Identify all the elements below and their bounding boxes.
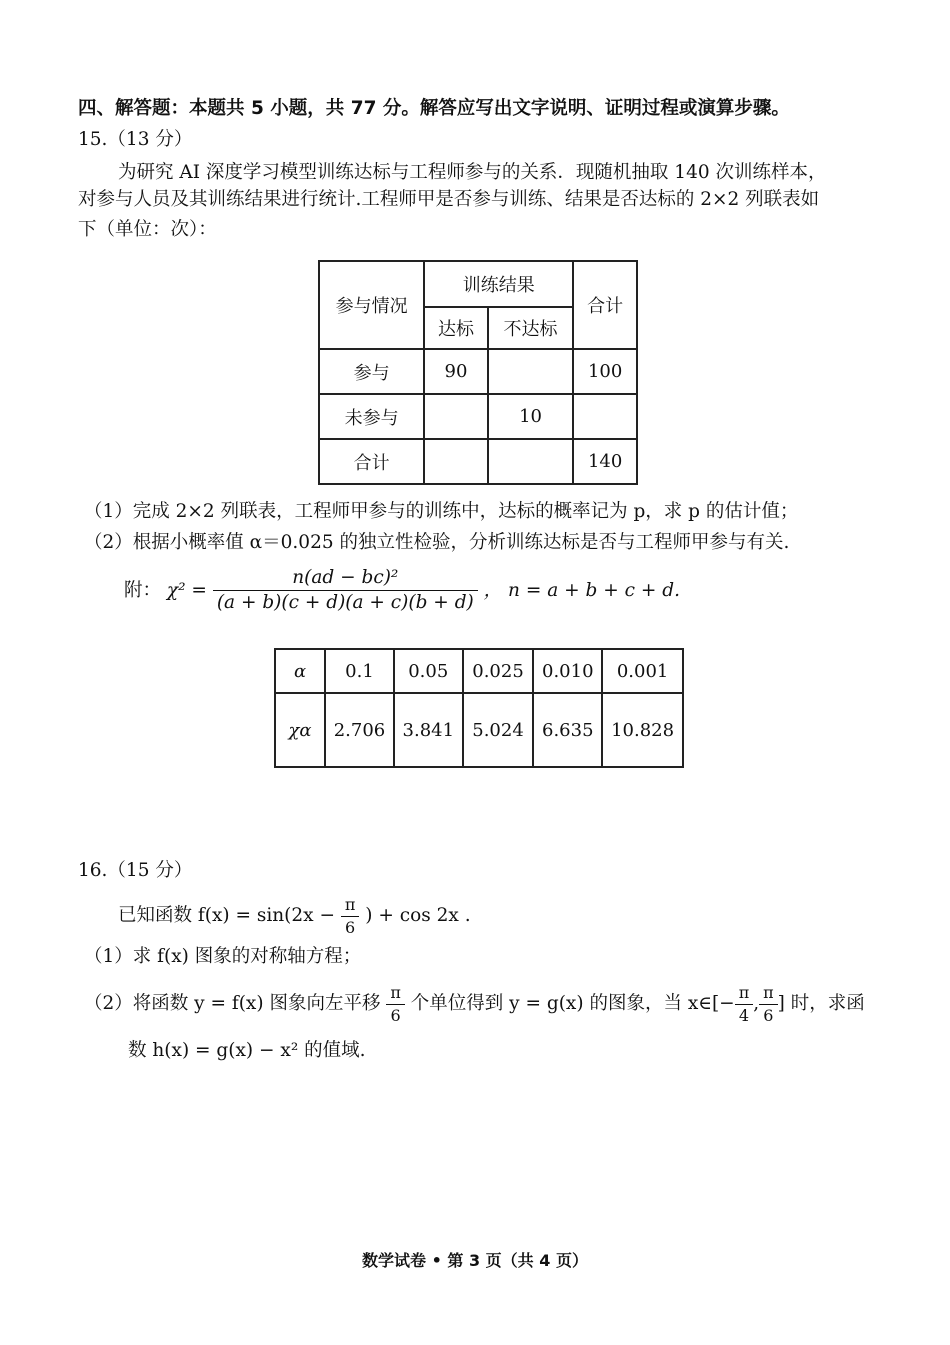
alpha-label: α bbox=[275, 649, 325, 693]
table-row bbox=[319, 439, 637, 484]
formula-lhs: χ² = bbox=[166, 579, 207, 601]
formula-suffix: ， n = a + b + c + d. bbox=[483, 579, 680, 601]
alpha-value: 0.025 bbox=[463, 649, 534, 693]
q15-intro-line3: 下（单位：次）： bbox=[78, 219, 217, 240]
table-row bbox=[275, 649, 683, 693]
alpha-value: 0.001 bbox=[602, 649, 683, 693]
q15-number: 15.（13 分） bbox=[78, 129, 193, 150]
q15-intro-line2: 对参与人员及其训练结果进行统计.工程师甲是否参与训练、结果是否达标的 2×2 列联表如 bbox=[78, 189, 820, 210]
q16-part2-text-b: 个单位得到 y = g(x) 的图象，当 x∈[− bbox=[410, 993, 735, 1015]
header-fail: 不达标 bbox=[488, 307, 573, 349]
cell-fail bbox=[488, 439, 573, 484]
section-header: 四、解答题：本题共 5 小题，共 77 分。解答应写出文字说明、证明过程或演算步骤。 bbox=[78, 98, 790, 119]
chi-value: 10.828 bbox=[602, 693, 683, 767]
q16-part2-fraction bbox=[735, 984, 754, 1024]
q16-part2-fraction bbox=[759, 984, 778, 1024]
alpha-value: 0.05 bbox=[394, 649, 463, 693]
formula-fraction bbox=[213, 568, 478, 614]
header-participation: 参与情况 bbox=[319, 261, 424, 349]
q16-part2-line2: 数 h(x) = g(x) − x² 的值域. bbox=[128, 1040, 366, 1061]
q16-part2-text-d: ] 时，求函 bbox=[777, 993, 865, 1015]
critical-value-table bbox=[274, 648, 684, 768]
fraction-denominator: 6 bbox=[345, 917, 356, 937]
fraction-numerator: π bbox=[759, 984, 778, 1005]
q16-given bbox=[118, 896, 471, 936]
fraction-numerator: π bbox=[341, 896, 360, 917]
fraction-denominator: 6 bbox=[390, 1005, 401, 1025]
cell-total bbox=[573, 394, 637, 439]
q15-intro-line1: 为研究 AI 深度学习模型训练达标与工程师参与的关系．现随机抽取 140 次训练样本， bbox=[118, 162, 827, 183]
q16-given-prefix: 已知函数 f(x) = sin(2x − bbox=[118, 905, 335, 927]
q16-part1: （1）求 f(x) 图象的对称轴方程； bbox=[84, 946, 362, 967]
formula-numerator: n(ad − bc)² bbox=[213, 568, 478, 591]
page-footer: 数学试卷 • 第 3 页（共 4 页） bbox=[362, 1251, 588, 1270]
table-row bbox=[275, 693, 683, 767]
formula-prefix: 附： bbox=[124, 579, 162, 601]
cell-pass bbox=[424, 439, 488, 484]
header-pass: 达标 bbox=[424, 307, 488, 349]
cell-pass: 90 bbox=[424, 349, 488, 394]
formula-denominator: (a + b)(c + d)(a + c)(b + d) bbox=[216, 592, 474, 614]
chi-value: 2.706 bbox=[325, 693, 394, 767]
q16-given-fraction bbox=[341, 896, 360, 936]
q15-part2: （2）根据小概率值 α＝0.025 的独立性检验，分析训练达标是否与工程师甲参与有关. bbox=[84, 532, 790, 553]
chi-label: χα bbox=[275, 693, 325, 767]
q16-given-suffix: ) + cos 2x . bbox=[365, 905, 471, 927]
contingency-table bbox=[318, 260, 638, 485]
chi-square-formula bbox=[124, 568, 680, 614]
chi-value: 5.024 bbox=[463, 693, 534, 767]
q16-part2 bbox=[84, 984, 865, 1024]
table-row bbox=[319, 349, 637, 394]
fraction-denominator: 6 bbox=[763, 1005, 774, 1025]
q15-part1: （1）完成 2×2 列联表，工程师甲参与的训练中，达标的概率记为 p，求 p 的估计值； bbox=[84, 501, 799, 522]
fraction-denominator: 4 bbox=[738, 1005, 750, 1025]
fraction-numerator: π bbox=[386, 984, 405, 1005]
q16-part2-text-c: , bbox=[753, 993, 760, 1015]
q16-part2-fraction bbox=[386, 984, 405, 1024]
cell-fail: 10 bbox=[488, 394, 573, 439]
cell-total: 100 bbox=[573, 349, 637, 394]
cell-fail bbox=[488, 349, 573, 394]
row-label: 合计 bbox=[319, 439, 424, 484]
alpha-value: 0.010 bbox=[533, 649, 602, 693]
fraction-numerator: π bbox=[735, 984, 754, 1005]
q16-part2-text-a: （2）将函数 y = f(x) 图象向左平移 bbox=[84, 993, 381, 1015]
header-total: 合计 bbox=[573, 261, 637, 349]
row-label: 未参与 bbox=[319, 394, 424, 439]
chi-value: 6.635 bbox=[533, 693, 602, 767]
cell-pass bbox=[424, 394, 488, 439]
q16-number: 16.（15 分） bbox=[78, 860, 193, 881]
chi-value: 3.841 bbox=[394, 693, 463, 767]
row-label: 参与 bbox=[319, 349, 424, 394]
alpha-value: 0.1 bbox=[325, 649, 394, 693]
table-row bbox=[319, 394, 637, 439]
header-training-result: 训练结果 bbox=[424, 261, 573, 307]
cell-total: 140 bbox=[573, 439, 637, 484]
